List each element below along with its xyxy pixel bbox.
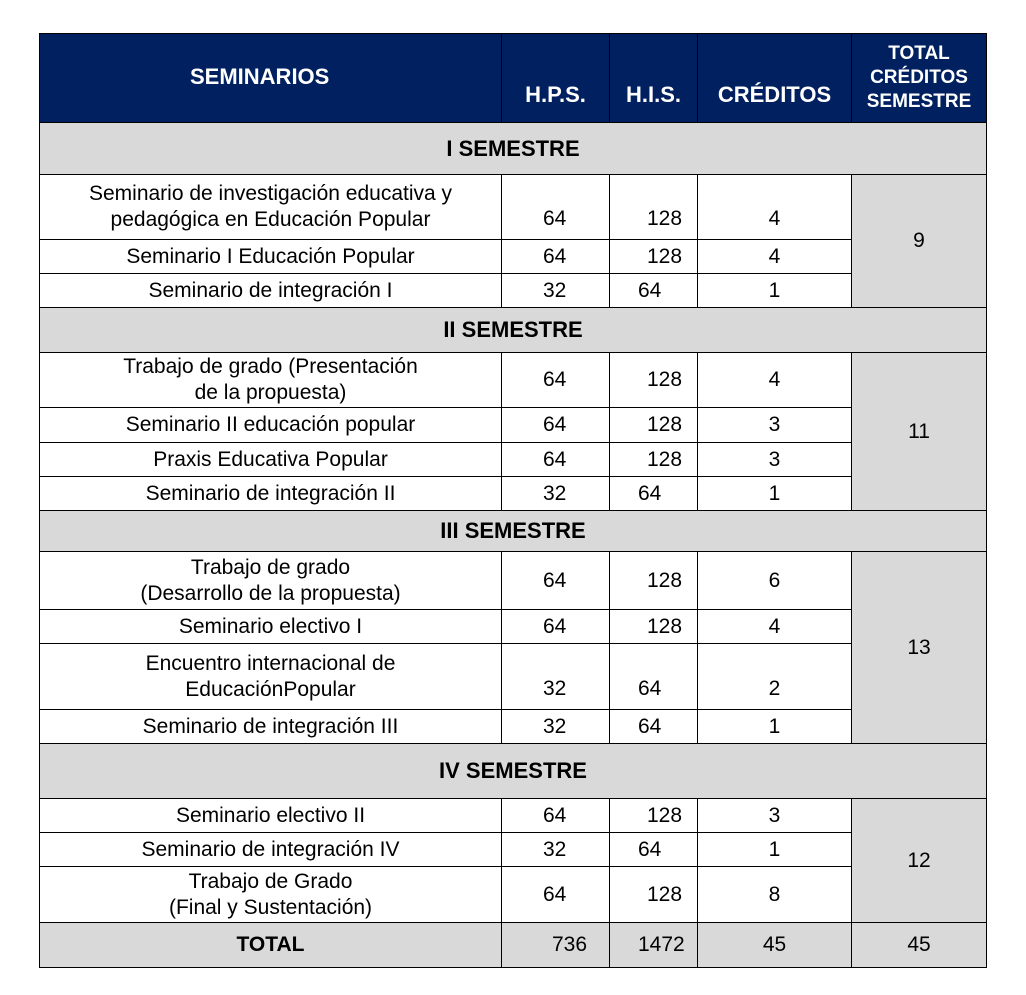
- creditos-cell: 4: [698, 353, 852, 408]
- header-seminarios: SEMINARIOS: [40, 34, 502, 123]
- table-row: [40, 240, 987, 274]
- table-row: [40, 867, 987, 923]
- seminar-name-line1: Seminario electivo I: [178, 614, 363, 638]
- table-row: [40, 833, 987, 867]
- semester-total-cell: 13: [852, 552, 987, 744]
- his-cell: 128: [610, 610, 698, 644]
- seminar-name-cell: [40, 477, 502, 511]
- seminar-name-line1: Seminario de integración IV: [141, 837, 400, 861]
- hps-cell: 32: [502, 477, 610, 511]
- total-hps: 736: [502, 923, 610, 968]
- hps-cell: 64: [502, 408, 610, 443]
- hps-cell: 32: [502, 833, 610, 867]
- creditos-cell: 6: [698, 552, 852, 610]
- his-cell: 64: [610, 710, 698, 744]
- seminar-name-line2: EducaciónPopular: [185, 677, 356, 701]
- seminar-name-cell: [40, 833, 502, 867]
- header-creditos: CRÉDITOS: [698, 34, 852, 123]
- hps-cell: 32: [502, 644, 610, 710]
- header-row: [40, 34, 987, 123]
- seminar-name-line1: Seminario electivo II: [175, 803, 366, 827]
- table-row: [40, 552, 987, 610]
- his-cell: 64: [610, 274, 698, 308]
- header-his: H.I.S.: [610, 34, 698, 123]
- hps-cell: 64: [502, 799, 610, 833]
- seminar-name-line2: (Final y Sustentación): [168, 895, 373, 919]
- seminar-name-line1: Seminario I Educación Popular: [126, 244, 415, 268]
- table-row: [40, 477, 987, 511]
- table-row: [40, 610, 987, 644]
- creditos-cell: 1: [698, 477, 852, 511]
- table-row: [40, 175, 987, 240]
- hps-cell: 64: [502, 353, 610, 408]
- total-creditos: 45: [698, 923, 852, 968]
- creditos-cell: 1: [698, 710, 852, 744]
- seminar-name-cell: [40, 175, 502, 240]
- his-cell: 64: [610, 644, 698, 710]
- table-row: [40, 644, 987, 710]
- creditos-cell: 2: [698, 644, 852, 710]
- his-cell: 128: [610, 443, 698, 477]
- seminar-name-cell: [40, 644, 502, 710]
- header-hps: H.P.S.: [502, 34, 610, 123]
- creditos-cell: 8: [698, 867, 852, 923]
- creditos-cell: 1: [698, 274, 852, 308]
- seminar-name-cell: [40, 799, 502, 833]
- seminar-name-line1: Trabajo de grado (Presentación: [123, 355, 418, 378]
- seminar-name-line1: Seminario de integración III: [142, 714, 399, 738]
- total-row: [40, 923, 987, 968]
- seminar-name-line2: (Desarrollo de la propuesta): [140, 581, 401, 605]
- semester-header-row: [40, 308, 987, 353]
- semester-header-row: [40, 511, 987, 552]
- table-row: [40, 353, 987, 408]
- seminar-name-cell: [40, 443, 502, 477]
- creditos-cell: 3: [698, 408, 852, 443]
- his-cell: 128: [610, 240, 698, 274]
- his-cell: 128: [610, 408, 698, 443]
- hps-cell: 64: [502, 610, 610, 644]
- header-total-line3: SEMESTRE: [866, 91, 972, 112]
- header-total-line1: TOTAL: [888, 43, 950, 64]
- seminar-name-cell: [40, 867, 502, 923]
- hps-cell: 32: [502, 710, 610, 744]
- creditos-cell: 3: [698, 443, 852, 477]
- seminar-name-line1: Seminario de investigación educativa y: [88, 182, 453, 205]
- table-body: [40, 123, 987, 968]
- seminar-name-line2: de la propuesta): [194, 381, 347, 404]
- seminarios-table: [39, 33, 987, 968]
- his-cell: 128: [610, 799, 698, 833]
- total-creditos-semestre: 45: [852, 923, 987, 968]
- seminar-name-line1: Seminario de integración I: [148, 278, 393, 302]
- seminar-name-line1: Trabajo de Grado: [188, 869, 353, 893]
- his-cell: 128: [610, 867, 698, 923]
- semester-total-cell: 11: [852, 353, 987, 511]
- his-cell: 64: [610, 477, 698, 511]
- semester-header-row: [40, 744, 987, 799]
- seminar-name-line1: Trabajo de grado: [190, 555, 351, 579]
- hps-cell: 64: [502, 552, 610, 610]
- his-cell: 128: [610, 175, 698, 240]
- semester-title: II SEMESTRE: [40, 308, 987, 353]
- seminar-name-cell: [40, 610, 502, 644]
- seminar-name-line1: Encuentro internacional de: [145, 651, 396, 675]
- his-cell: 128: [610, 353, 698, 408]
- creditos-cell: 4: [698, 240, 852, 274]
- seminar-name-cell: [40, 353, 502, 408]
- hps-cell: 32: [502, 274, 610, 308]
- total-label: TOTAL: [40, 923, 502, 968]
- creditos-cell: 4: [698, 610, 852, 644]
- semester-total-cell: 9: [852, 175, 987, 308]
- creditos-cell: 3: [698, 799, 852, 833]
- hps-cell: 64: [502, 443, 610, 477]
- seminar-name-cell: [40, 710, 502, 744]
- semester-header-row: [40, 123, 987, 175]
- hps-cell: 64: [502, 867, 610, 923]
- total-his: 1472: [610, 923, 698, 968]
- seminar-name-line1: Seminario de integración II: [145, 481, 396, 505]
- seminar-name-cell: [40, 408, 502, 443]
- header-total-line2: CRÉDITOS: [870, 67, 968, 88]
- creditos-cell: 1: [698, 833, 852, 867]
- semester-title: III SEMESTRE: [40, 511, 987, 552]
- hps-cell: 64: [502, 240, 610, 274]
- hps-cell: 64: [502, 175, 610, 240]
- seminar-name-line1: Seminario II educación popular: [125, 413, 416, 436]
- his-cell: 128: [610, 552, 698, 610]
- semester-title: IV SEMESTRE: [40, 744, 987, 799]
- header-total-creditos-semestre: [852, 34, 987, 123]
- table-row: [40, 274, 987, 308]
- table-row: [40, 710, 987, 744]
- seminar-name-cell: [40, 240, 502, 274]
- table-row: [40, 799, 987, 833]
- seminar-name-cell: [40, 274, 502, 308]
- seminar-name-cell: [40, 552, 502, 610]
- semester-title: I SEMESTRE: [40, 123, 987, 175]
- seminar-name-line1: Praxis Educativa Popular: [153, 447, 388, 471]
- seminar-name-line2: pedagógica en Educación Popular: [110, 208, 431, 231]
- semester-total-cell: 12: [852, 799, 987, 923]
- creditos-cell: 4: [698, 175, 852, 240]
- table-row: [40, 443, 987, 477]
- table-row: [40, 408, 987, 443]
- his-cell: 64: [610, 833, 698, 867]
